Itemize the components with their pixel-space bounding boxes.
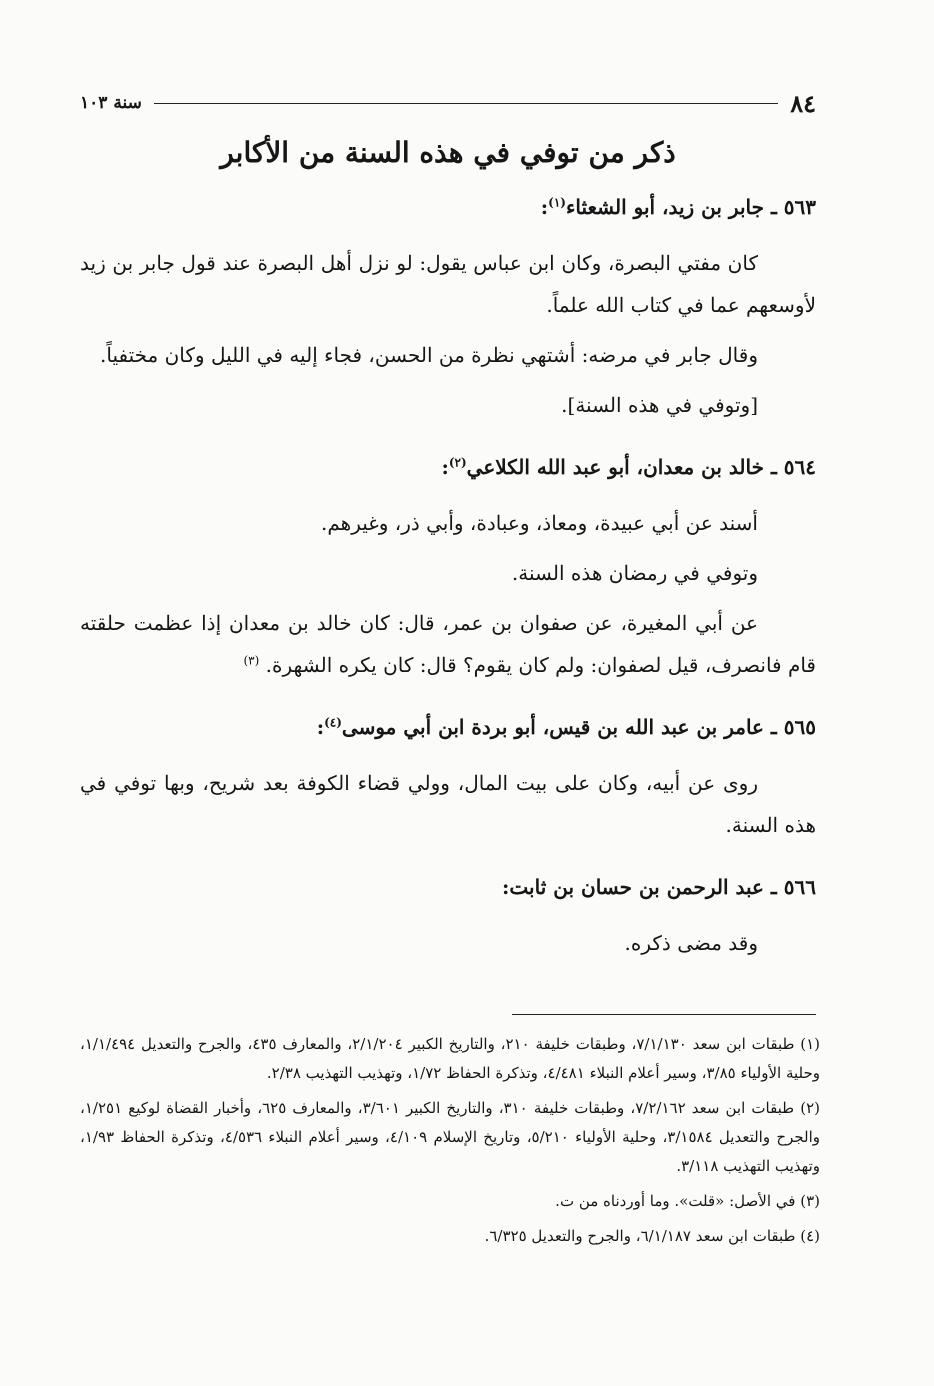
entry-heading-563: ٥٦٣ ـ جابر بن زيد، أبو الشعثاء$^{(١)}$: bbox=[540, 195, 816, 219]
footnote: (١) طبقات ابن سعد ٧/١/١٣٠، وطبقات خليفة ٢١٠، والتاريخ الكبير ٢/١/٢٠٤، والمعارف ٤٣٥، والجرح والتعديل ١/١/٤٩٤، وحلية الأولياء ٣/٨٥، وسير أعلام النبلاء ٤/٤٨١، وتذكرة الحفاظ ١/٧٢، وتهذيب التهذيب ٢/٣٨. bbox=[80, 1035, 821, 1082]
page-number: ٨٤ bbox=[790, 88, 816, 118]
paragraph-text: عن أبي المغيرة، عن صفوان بن عمر، قال: كان خالد بن معدان إذا عظمت حلقته قام فانصرف، قيل لصفوان: ولم كان يقوم؟ قال: كان يكره الشهرة. bbox=[80, 611, 816, 677]
section-title: ذكر من توفي في هذه السنة من الأكابر bbox=[220, 136, 676, 169]
footnote-marker: (١) bbox=[548, 195, 566, 210]
paragraph: وقال جابر في مرضه: أشتهي نظرة من الحسن، فجاء إليه في الليل وكان مختفياً. bbox=[100, 343, 758, 367]
main-text bbox=[80, 190, 816, 972]
paragraph: أسند عن أبي عبيدة، ومعاذ، وعبادة، وأبي ذر، وغيرهم. bbox=[320, 511, 758, 535]
footnote: (٤) طبقات ابن سعد ٦/١/١٨٧، والجرح والتعديل ٦/٣٢٥. bbox=[484, 1227, 820, 1245]
paragraph: كان مفتي البصرة، وكان ابن عباس يقول: لو نزل أهل البصرة عند قول جابر بن زيد لأوسعهم عما في كتاب الله علماً. bbox=[80, 251, 816, 317]
entry-heading-565: ٥٦٥ ـ عامر بن عبد الله بن قيس، أبو بردة ابن أبي موسى$^{(٤)}$: bbox=[316, 715, 816, 739]
entry-heading-text: ٥٦٣ ـ جابر بن زيد، أبو الشعثاء bbox=[565, 195, 816, 219]
entry-heading-564: ٥٦٤ ـ خالد بن معدان، أبو عبد الله الكلاعي$^{(٢)}$: bbox=[441, 455, 816, 479]
footnote: (٢) طبقات ابن سعد ٧/٢/١٦٢، وطبقات خليفة ٣١٠، والتاريخ الكبير ٣/٦٠١، والمعارف ٦٢٥، وأخبار القضاة لوكيع ١/٢٥١، والجرح والتعديل ٣/١٥٨٤، وحلية الأولياء ٥/٢١٠، وتاريخ الإسلام ٤/١٠٩، وسير أعلام النبلاء ٤/٥٣٦، وتذكرة الحفاظ ١/٩٣، وتهذيب التهذيب ٣/١١٨. bbox=[80, 1099, 821, 1175]
footnote: (٣) في الأصل: «قلت». وما أوردناه من ت. bbox=[555, 1192, 820, 1210]
paragraph: وتوفي في رمضان هذه السنة. bbox=[511, 561, 758, 585]
year-label: سنة ١٠٣ bbox=[80, 93, 142, 113]
running-header bbox=[80, 86, 816, 120]
footnotes bbox=[80, 1030, 820, 1257]
footnote-marker: (٤) bbox=[324, 715, 342, 730]
paragraph bbox=[80, 602, 816, 686]
paragraph: وقد مضى ذكره. bbox=[624, 931, 758, 955]
entry-heading-text: ٥٦٦ ـ عبد الرحمن بن حسان بن ثابت bbox=[509, 875, 816, 899]
entry-heading-text: ٥٦٥ ـ عامر بن عبد الله بن قيس، أبو بردة ابن أبي موسى bbox=[341, 715, 816, 739]
footnote-separator bbox=[512, 1014, 816, 1015]
header-rule bbox=[154, 103, 778, 104]
entry-heading-566: ٥٦٦ ـ عبد الرحمن بن حسان بن ثابت: bbox=[502, 875, 816, 899]
footnote-marker: (٢) bbox=[448, 455, 467, 470]
paragraph: [وتوفي في هذه السنة]. bbox=[561, 393, 758, 417]
footnote-marker: (٣) bbox=[243, 653, 260, 668]
paragraph: روى عن أبيه، وكان على بيت المال، وولي قضاء الكوفة بعد شريح، وبها توفي في هذه السنة. bbox=[80, 771, 816, 837]
entry-heading-text: ٥٦٤ ـ خالد بن معدان، أبو عبد الله الكلاعي bbox=[466, 455, 816, 479]
